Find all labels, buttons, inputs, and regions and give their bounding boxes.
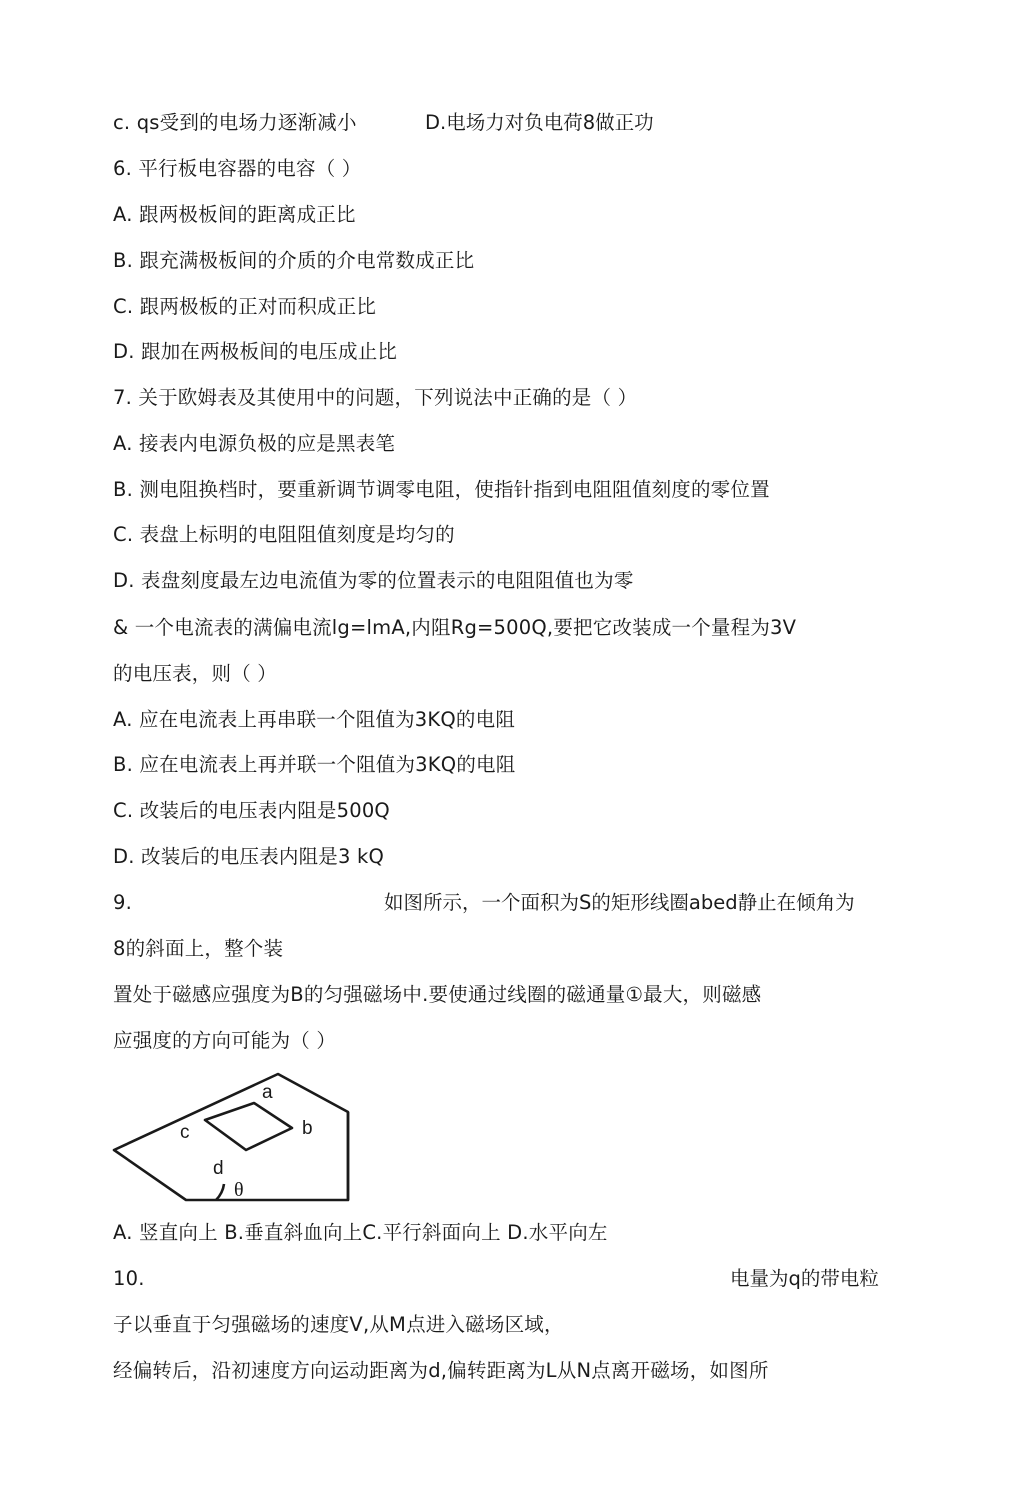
q6-option-b: B. 跟充满极板间的介质的介电常数成正比 [113,249,475,272]
question-10-line3: 经偏转后，沿初速度方向运动距离为d,偏转距离为L从N点离开磁场，如图所 [113,1359,769,1382]
question-9-text: 如图所示，一个面积为S的矩形线圈abed静止在倾角为 [384,891,855,914]
q6-option-d: D. 跟加在两极板间的电压成止比 [113,340,398,363]
q8-option-c: C. 改装后的电压表内阻是500Q [113,799,390,822]
question-10-number: 10. [113,1267,145,1290]
q7-option-b: B. 测电阻换档时，要重新调节调零电阻，使指针指到电阻阻值刻度的零位置 [113,478,770,501]
question-6: 6. 平行板电容器的电容（ ） [113,157,362,180]
label-c: c [180,1122,190,1143]
coil-square [205,1103,292,1150]
q9-options: A. 竖直向上 B.垂直斜血向上C.平行斜面向上 D.水平向左 [113,1221,608,1244]
q8-option-d: D. 改装后的电压表内阻是3 kQ [113,845,385,868]
q6-option-a: A. 跟两极板间的距离成正比 [113,203,356,226]
question-10-line2: 子以垂直于匀强磁场的速度V,从M点进入磁场区域， [113,1313,564,1336]
q8-option-b: B. 应在电流表上再并联一个阻值为3KQ的电阻 [113,753,516,776]
q5-option-d: D.电场力对负电荷8做正功 [425,111,654,134]
q7-option-a: A. 接表内电源负极的应是黑表笔 [113,432,396,455]
incline-surface [114,1074,348,1200]
q7-option-c: C. 表盘上标明的电阻阻值刻度是均匀的 [113,523,455,546]
angle-arc [216,1184,224,1200]
question-8-continued: 的电压表，则（ ） [113,662,277,685]
question-9-number: 9. [113,891,133,914]
question-9-line3: 置处于磁感应强度为B的匀强磁场中.要使通过线圈的磁通量①最大，则磁感 [113,983,762,1006]
question-7: 7. 关于欧姆表及其使用中的问题，下列说法中正确的是（ ） [113,386,638,409]
q5-option-c: c. qs受到的电场力逐渐减小 [113,111,357,134]
q8-option-a: A. 应在电流表上再串联一个阻值为3KQ的电阻 [113,708,516,731]
question-10-text: 电量为q的带电粒 [730,1267,879,1290]
question-8: & 一个电流表的满偏电流lg=lmA,内阻Rg=500Q,要把它改装成一个量程为3V [113,616,797,639]
incline-coil-figure [110,1070,360,1210]
q7-option-d: D. 表盘刻度最左边电流值为零的位置表示的电阻阻值也为零 [113,569,634,592]
q6-option-c: C. 跟两极板的正对而积成正比 [113,295,377,318]
label-a: a [262,1082,273,1103]
question-9-line2: 8的斜面上，整个装 [113,937,284,960]
label-d: d [213,1158,224,1179]
label-b: b [302,1118,313,1139]
label-theta: θ [234,1179,244,1201]
question-9-line4: 应强度的方向可能为（ ） [113,1029,337,1052]
